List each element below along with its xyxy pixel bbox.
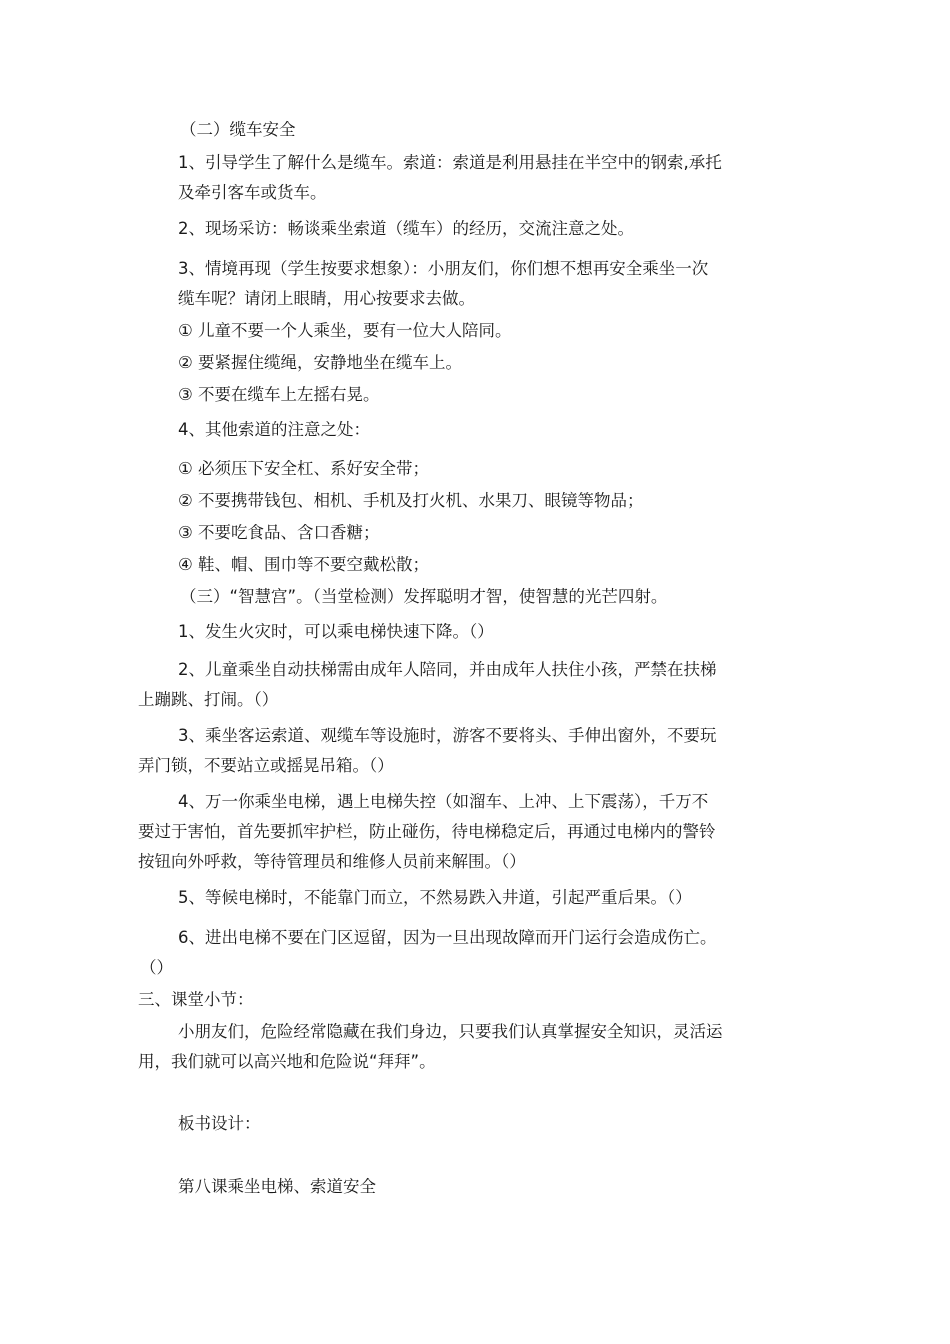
quiz-question-continued: 上蹦跳、打闹。（） bbox=[138, 690, 279, 709]
paragraph-line: 及牵引客车或货车。 bbox=[178, 183, 327, 202]
list-item: ① 必须压下安全杠、系好安全带； bbox=[178, 459, 430, 478]
quiz-question-continued: 按钮向外呼救，等待管理员和维修人员前来解围。（） bbox=[138, 852, 526, 871]
list-item: ② 不要携带钱包、相机、手机及打火机、水果刀、眼镜等物品； bbox=[178, 491, 644, 510]
quiz-question: 1、发生火灾时，可以乘电梯快速下降。（） bbox=[178, 622, 494, 641]
section-heading-cable-car: （二）缆车安全 bbox=[180, 120, 296, 139]
quiz-question: 4、万一你乘坐电梯，遇上电梯失控（如溜车、上冲、上下震荡），千万不 bbox=[178, 792, 709, 811]
board-design-heading: 板书设计： bbox=[178, 1114, 261, 1133]
paragraph-line: 小朋友们，危险经常隐藏在我们身边，只要我们认真掌握安全知识，灵活运 bbox=[178, 1022, 723, 1041]
quiz-question: 6、进出电梯不要在门区逗留，因为一旦出现故障而开门运行会造成伤亡。 bbox=[178, 928, 717, 947]
quiz-question: 3、乘坐客运索道、观缆车等设施时，游客不要将头、手伸出窗外，不要玩 bbox=[178, 726, 717, 745]
quiz-question-continued: 要过于害怕，首先要抓牢护栏，防止碰伤，待电梯稳定后，再通过电梯内的警铃 bbox=[138, 822, 716, 841]
list-item: ① 儿童不要一个人乘坐，要有一位大人陪同。 bbox=[178, 321, 512, 340]
list-item: ② 要紧握住缆绳，安静地坐在缆车上。 bbox=[178, 353, 463, 372]
paragraph-line: 2、现场采访：畅谈乘坐索道（缆车）的经历，交流注意之处。 bbox=[178, 219, 634, 238]
paragraph-line: 1、引导学生了解什么是缆车。索道：索道是利用悬挂在半空中的钢索,承托 bbox=[178, 153, 722, 172]
section-heading-summary: 三、课堂小节： bbox=[138, 990, 254, 1009]
paragraph-line: 缆车呢？请闭上眼睛，用心按要求去做。 bbox=[178, 289, 475, 308]
quiz-question: 2、儿童乘坐自动扶梯需由成年人陪同，并由成年人扶住小孩，严禁在扶梯 bbox=[178, 660, 717, 679]
quiz-question: 5、等候电梯时，不能靠门而立，不然易跌入井道，引起严重后果。（） bbox=[178, 888, 692, 907]
paragraph-line: 用，我们就可以高兴地和危险说“拜拜”。 bbox=[138, 1052, 436, 1071]
paragraph-line: 3、情境再现（学生按要求想象）：小朋友们，你们想不想再安全乘坐一次 bbox=[178, 259, 709, 278]
list-item: ③ 不要吃食品、含口香糖； bbox=[178, 523, 380, 542]
lesson-title: 第八课乘坐电梯、索道安全 bbox=[178, 1177, 376, 1196]
list-item: ③ 不要在缆车上左摇右晃。 bbox=[178, 385, 380, 404]
section-heading-quiz: （三）“智慧宫”。（当堂检测）发挥聪明才智，使智慧的光芒四射。 bbox=[180, 587, 668, 606]
paragraph-line: 4、其他索道的注意之处： bbox=[178, 420, 370, 439]
list-item: ④ 鞋、帽、围巾等不要空戴松散； bbox=[178, 555, 430, 574]
quiz-question-continued: 弄门锁，不要站立或摇晃吊箱。（） bbox=[138, 756, 394, 775]
quiz-question-continued: （） bbox=[140, 958, 173, 977]
